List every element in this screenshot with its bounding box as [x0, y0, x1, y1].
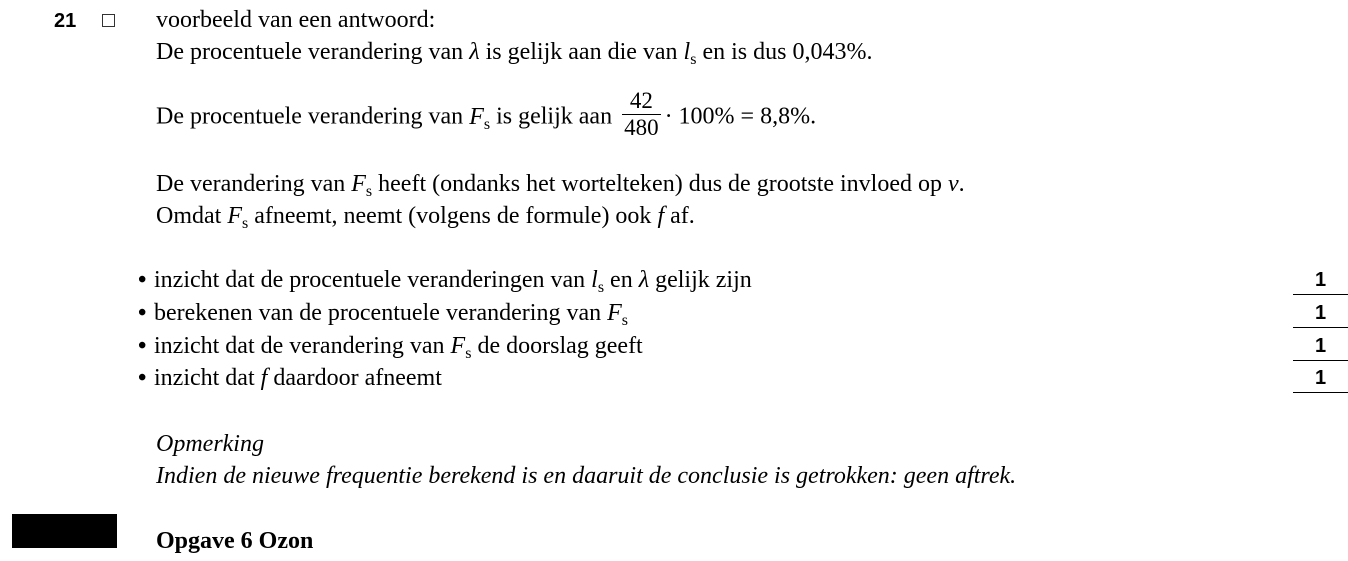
remark-text: Indien de nieuwe frequentie berekend is en daaruit de conclusie is getrokken: geen aftrek. [156, 463, 1017, 489]
criterion-4: • inzicht dat f daardoor afneemt [138, 365, 442, 391]
score-4: 1 [1293, 366, 1348, 393]
criterion-1: • inzicht dat de procentuele veranderingen van $l_s$ en λ gelijk zijn [138, 267, 752, 296]
bullet-icon: • [138, 267, 147, 293]
bullet-icon: • [138, 333, 147, 359]
answer-line-3: De verandering van $F_s$ heeft (ondanks het wortelteken) dus de grootste invloed op v. [156, 171, 965, 200]
answer-line-2: De procentuele verandering van $F_s$ is gelijk aan $\frac{42}{480}$ · 100% = 8,8%. [156, 88, 817, 140]
question-number: 21 [54, 10, 77, 32]
remark-title: Opmerking [156, 431, 264, 457]
score-3: 1 [1293, 334, 1348, 361]
section-marker [12, 514, 117, 548]
bullet-icon: • [138, 300, 147, 326]
criterion-2: • berekenen van de procentuele verandering van $F_s$ [138, 300, 629, 329]
answer-intro: voorbeeld van een antwoord: [156, 7, 436, 33]
score-1: 1 [1293, 268, 1348, 295]
bullet-icon: • [138, 365, 147, 391]
answer-line-4: Omdat $F_s$ afneemt, neemt (volgens de formule) ook f af. [156, 203, 695, 232]
score-2: 1 [1293, 301, 1348, 328]
answer-line-1: De procentuele verandering van λ is gelijk aan die van $l_s$ en is dus 0,043%. [156, 39, 873, 68]
section-heading: Opgave 6 Ozon [156, 528, 314, 554]
fraction: $\frac{42}{480}$ [624, 88, 659, 140]
criterion-3: • inzicht dat de verandering van $F_s$ de doorslag geeft [138, 333, 643, 362]
question-checkbox[interactable] [102, 14, 115, 27]
